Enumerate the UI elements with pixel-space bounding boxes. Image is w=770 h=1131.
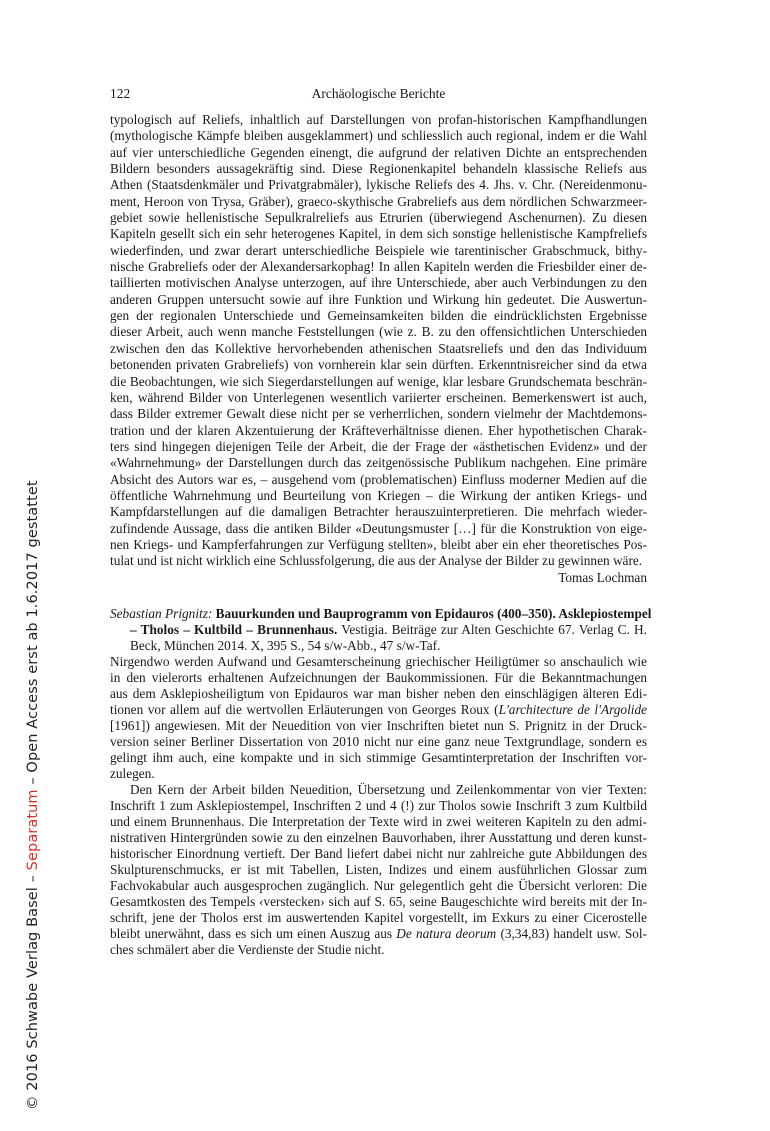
text-line	[110, 814, 647, 830]
text-line	[110, 390, 647, 406]
bold-title: – Tholos – Kultbild – Brunnenhaus.	[130, 622, 338, 637]
text-line	[110, 341, 647, 357]
text-line	[110, 521, 647, 537]
text-line	[110, 259, 647, 275]
text-run: tionen vor allem auf die wertvollen Erläuterungen von Georges Roux (	[110, 702, 499, 717]
text-run: auf vier unterschiedliche Gegenden einengt, die aufgrund der relativen Dichte an entsprechenden	[110, 144, 647, 160]
text-line	[110, 226, 647, 242]
text-line	[110, 654, 647, 670]
text-run: tration und der klaren Akzentuierung der Kräfteverhältnisse dienen. Eher hypothetischen Charak-	[110, 422, 647, 438]
text-run: ches schmälert aber die Verdienste der Studie nicht.	[110, 942, 385, 957]
text-line	[110, 161, 647, 177]
reviewer-name: Tomas Lochman	[558, 569, 647, 585]
text-run: wiederfinden, und zwar derart unterschiedliche Beispiele wie tarentinischer Grabschmuck, bithy-	[110, 242, 647, 258]
text-run: Vestigia. Beiträge zur Alten Geschichte 67. Verlag C. H.	[337, 622, 647, 637]
text-run: zulegen.	[110, 766, 155, 781]
text-run: Athen (Staatsdenkmäler und Privatgrabmäler), lykische Reliefs des 4. Jhs. v. Chr. (Nereidenmonu-	[110, 177, 647, 193]
text-run: historischer Einordnung vertieft. Der Band liefert dabei nicht nur zahlreiche gute Abbildungen des	[110, 846, 647, 861]
text-line	[110, 894, 647, 910]
text-line	[110, 472, 647, 488]
text-line	[110, 243, 647, 259]
text-line	[110, 537, 647, 553]
review-body	[110, 112, 647, 570]
text-run: Skulpturenschmucks, er ist mit Tabellen, Listen, Indizes und einem ausführlichen Glossar zum	[110, 862, 647, 877]
text-line	[110, 782, 647, 798]
text-run: Bildern besonders aussagekräftig sind. Diese Regionenkapitel behandeln klassische Reliefs aus	[110, 161, 647, 177]
text-run: in den vielerorts erhaltenen Aufzeichnungen der Baukommissionen. Für die Bekanntmachungen	[110, 670, 647, 685]
text-run: dass Bilder extremer Gewalt diese nicht per se verherrlichen, sondern vielmehr der Machtdemons-	[110, 406, 647, 422]
text-run: Kapiteln gesellt sich ein sehr heterogenes Kapitel, in dem sich sonstige hellenistische Kampfreliefs	[110, 226, 647, 242]
text-run: taillierten motivischen Analyse unterzogen, auf ihre Unterschiede, aber auch Verbindungen zu den	[110, 275, 647, 291]
text-run: Fachvokabular auch ausgesprochen zugänglich. Nur gelegentlich geht die Übersicht verloren: Die	[110, 878, 647, 893]
text-line	[110, 357, 647, 373]
text-run: ment, Heroon von Trysa, Gräber), graeco-skythische Grabreliefs aus dem nördlichen Schwarzmeer-	[110, 193, 647, 209]
text-run: betonenden privaten Grabreliefs) von vornherein klar sein dürften. Erkenntnisreicher sind da etwa	[110, 357, 647, 373]
text-line	[110, 210, 647, 226]
text-line	[110, 455, 647, 471]
text-line	[110, 275, 647, 291]
text-run: Beck, München 2014. X, 395 S., 54 s/w-Abb., 47 s/w-Taf.	[130, 638, 441, 653]
text-line	[110, 292, 647, 308]
text-line	[110, 504, 647, 520]
text-run: zufindende Aussage, dass die antiken Bilder «Deutungsmuster […] für die Konstruktion von eige-	[110, 520, 647, 536]
text-line	[110, 942, 647, 958]
italic-text: L'architecture de l'Argolide	[498, 702, 648, 717]
text-line	[110, 638, 647, 654]
text-run: Absicht des Autors war es, – ausgehend vom (problematischen) Einfluss moderner Medien auf die	[110, 471, 647, 487]
text-run: gen der regionalen Unterschiede und Gemeinsamkeiten bilden die eindrücklichsten Ergebnisse	[110, 308, 647, 324]
text-run: anderen Gruppen untersucht sowie auf ihre Funktion und Wirkung hin gedeutet. Die Auswertun-	[110, 291, 647, 307]
text-run: öffentliche Wahrnehmung und Beurteilung von Kriegen – die Wirkung der antiken Kriegs- und	[110, 487, 647, 503]
text-line	[110, 926, 647, 942]
text-line	[110, 862, 647, 878]
text-line	[110, 324, 647, 340]
text-line	[110, 878, 647, 894]
italic-text: Sebastian Prignitz:	[110, 606, 213, 621]
text-run: dieser Arbeit, auch wenn manche Feststellungen (wie z. B. zu den offensichtlichen Unterschieden	[110, 324, 647, 340]
text-line	[110, 910, 647, 926]
text-line	[110, 766, 647, 782]
text-line	[110, 702, 647, 718]
text-run: ters sind hingegen diejenigen Teile der Arbeit, die der Frage der «ästhetischen Evidenz» und der	[110, 438, 647, 454]
text-line	[110, 308, 647, 324]
text-run: nische Grabreliefs oder der Alexandersarkophag! In allen Kapiteln werden die Friesbilder einer de-	[110, 259, 647, 275]
text-line	[110, 718, 647, 734]
text-line	[110, 750, 647, 766]
text-line	[110, 145, 647, 161]
text-line	[110, 439, 647, 455]
text-run: gelingt ihm auch, eine kompakte und in sich stimmige Gesamtinterpretation der Inschriften vor-	[110, 750, 647, 765]
review-prignitz	[110, 606, 652, 958]
text-run: (3,34,83) handelt usw. Sol-	[496, 926, 647, 941]
open-access-text: – Open Access erst ab 1.6.2017 gestattet	[25, 480, 41, 790]
text-run: Gesamtkosten des Tempels ‹verstecken› sich auf S. 65, seine Baugeschichte wird bereits mit der In-	[110, 894, 647, 909]
text-run: Den Kern der Arbeit bilden Neuedition, Übersetzung und Zeilenkommentar von vier Texten:	[130, 782, 647, 797]
text-run: (mythologische Kämpfe bleiben ausgeklammert) und schliesslich auch regional, indem er die Wahl	[110, 128, 647, 144]
text-line	[110, 374, 647, 390]
bold-title: Bauurkunden und Bauprogramm von Epidauros (400–350). Asklepiostempel	[215, 606, 652, 621]
text-line	[110, 128, 647, 144]
text-run: nen Kriegs- und Kampferfahrungen zur Verfügung stellten», bleibt aber ein eher theoretisches Pos-	[110, 536, 647, 552]
text-line	[110, 194, 647, 210]
separatum-label: Separatum	[25, 789, 41, 871]
text-line	[110, 830, 647, 846]
text-line	[110, 846, 647, 862]
text-run: und einem Brunnenhaus. Die Interpretation der Texte wird in zwei weiteren Kapiteln zu den admi-	[110, 814, 647, 829]
text-run: Inschrift 1 zum Asklepiostempel, Inschriften 2 und 4 (!) zur Tholos sowie Inschrift 3 zum Kultbild	[110, 798, 647, 813]
text-line	[110, 423, 647, 439]
text-run: bleibt unerwähnt, dass es sich um einen Auszug aus	[110, 926, 397, 941]
italic-text: De natura deorum	[396, 926, 497, 941]
text-run: gebiet sowie hellenistische Sepulkralreliefs aus Etrurien (überwiegend Aschenurnen). Zu diesen	[110, 210, 647, 226]
text-line	[110, 406, 647, 422]
copyright-text: © 2016 Schwabe Verlag Basel –	[25, 870, 41, 1110]
text-run: ken, während Bilder von Unterlegenen wesentlich variierter erscheinen. Bemerkenswert ist auch,	[110, 389, 647, 405]
text-run: die Beobachtungen, wie sich Siegerdarstellungen auf wenige, klar lesbare Grundschemata beschrän-	[110, 373, 647, 389]
text-line	[110, 606, 652, 622]
text-line	[110, 686, 647, 702]
text-run: Nirgendwo werden Aufwand und Gesamterscheinung griechischer Heiligtümer so anschaulich wie	[110, 654, 647, 669]
review-body	[110, 606, 652, 958]
text-run: [1961]) angewiesen. Mit der Neuedition von vier Inschriften bietet nun S. Prignitz in der Druck-	[110, 718, 647, 733]
text-run: tulat und ist nicht wirklich eine Schlussfolgerung, die aus der Analyse der Bilder zu gewinnen wäre.	[110, 553, 643, 569]
text-run: typologisch auf Reliefs, inhaltlich auf Darstellungen von profan-historischen Kampfhandlungen	[110, 112, 647, 127]
copyright-note	[25, 480, 41, 1110]
running-title: Archäologische Berichte	[311, 86, 446, 101]
text-run: nistrativen Hintergründen sowie zu den einzelnen Bauvorhaben, ihrer Ausstattung und deren kunst-	[110, 830, 647, 845]
text-line	[110, 622, 647, 638]
text-run: schrift, jene der Tholos erst im auswertenden Kapitel vorgestellt, im Exkurs zu einer Cicerostelle	[110, 910, 647, 925]
review-lochman	[110, 112, 647, 586]
text-run: Kampfdarstellungen auf die damaligen Betrachter herauszuinterpretieren. Die mehrfach wieder-	[110, 504, 647, 520]
text-line	[110, 112, 647, 128]
text-run: zwischen den das Kollektive hervorhebenden athenischen Staatsreliefs und den das Individuum	[110, 340, 647, 356]
text-line	[110, 488, 647, 504]
page-number: 122	[110, 86, 131, 101]
text-line	[110, 798, 647, 814]
text-run: version seiner Berliner Dissertation von 2010 nicht nur eine ganz neue Textgrundlage, sondern es	[110, 734, 647, 749]
text-line	[110, 670, 647, 686]
text-line	[110, 734, 647, 750]
text-line	[110, 177, 647, 193]
text-line	[110, 553, 647, 569]
text-run: «Wahrnehmung» der Darstellungen durch das zeitgenössische Publikum nachgehen. Eine primäre	[110, 455, 647, 471]
text-run: aus dem Asklepiosheiligtum von Epidauros war man bisher neben den einschlägigen älteren Edi-	[110, 686, 647, 701]
